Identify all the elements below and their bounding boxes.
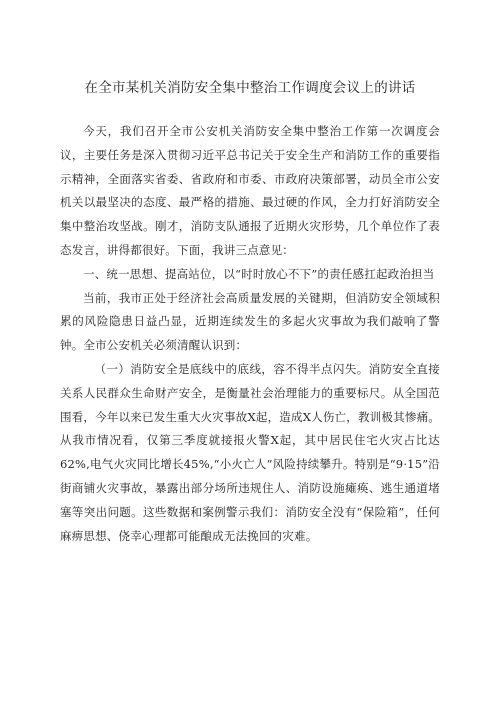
- document-body: [60, 120, 440, 548]
- section-heading-1: 一、统一思想、提高站位，以“时时放心不下”的责任感扛起政治担当: [83, 266, 435, 281]
- paragraph-context: 当前，我市正处于经济社会高质量发展的关键期，但消防安全领域积累的风险隐患日益凸显，近期连续发生的多起火灾事故为我们敲响了警钟。全市公安机关必须清醒认识到：: [60, 290, 440, 353]
- paragraph-opening: 今天，我们召开全市公安机关消防安全集中整治工作第一次调度会议，主要任务是深入贯彻习近平总书记关于安全生产和消防工作的重要指示精神，全面落实省委、省政府和市委、市政府决策部署，动员全市公安机关以最坚决的态度、最严格的措施、最过硬的作风，全力打好消防安全集中整治攻坚战。刚才，消防支队通报了近期火灾形势，几个单位作了表态发言，讲得都很好。下面，我讲三点意见：: [60, 124, 440, 257]
- subsection-1: （一）消防安全是底线中的底线，容不得半点闪失。消防安全直接关系人民群众生命财产安全，是衡量社会治理能力的重要标尺。从全国范围看，今年以来已发生重大火灾事故X起，造成X人伤亡，教训极其惨痛。从我市情况看，仅第三季度就接报火警X起，其中居民住宅火灾占比达62%,电气火灾同比增长45%,“小火亡人”风险持续攀升。特别是“9·15”沿街商铺火灾事故，暴露出部分场所违规住人、消防设施瘫痪、逃生通道堵塞等突出问题。这些数据和案例警示我们：消防安全没有“保险箱”，任何麻痹思想、侥幸心理都可能酿成无法挽回的灾难。: [60, 361, 440, 543]
- document-title: 在全市某机关消防安全集中整治工作调度会议上的讲话: [84, 80, 416, 96]
